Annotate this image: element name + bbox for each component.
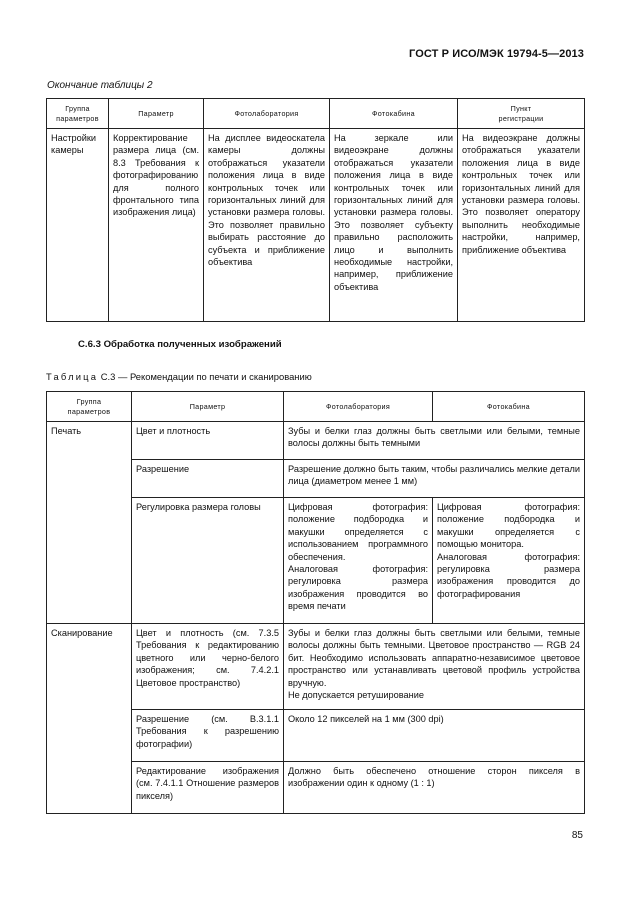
cell-param: Корректирование размера лица (см. 8.3 Требования к фотографированию для полного фронтального типа изображения лица)	[109, 129, 204, 322]
table-3-caption	[46, 371, 312, 382]
table-3-caption-number: С.3	[100, 371, 116, 382]
header-param: Параметр	[109, 99, 204, 129]
table-2-continuation-caption: Окончание таблицы 2	[47, 80, 153, 91]
cell-photolab: На дисплее видеоскатела камеры должны отображаться указатели положения лица в виде контрольных точек или горизонтальных линий для установки размера головы. Это позволяет правильно выбирать расстояние до субъекта и приближение объектива	[204, 129, 330, 322]
cell-value: Зубы и белки глаз должны быть светлыми или белыми, темные волосы должны быть темными. Цветовое пространство — RGB 24 бит. Необходимо использовать аппаратно-независимое цветовое пространство или устанавливать цветовой профиль устройства вручную. Не допускается ретуширование	[284, 624, 585, 710]
cell-booth: Цифровая фотография: положение подбородка и макушки определяется с помощью монитора. Аналоговая фотография: регулировка размера изображения проводится до фотографирования	[433, 498, 585, 624]
section-heading: С.6.3 Обработка полученных изображений	[78, 339, 282, 350]
header-photolab: Фотолаборатория	[284, 392, 433, 422]
table-row	[47, 422, 585, 460]
table-row	[47, 129, 585, 322]
table-3-caption-text: — Рекомендации по печати и сканированию	[117, 371, 312, 382]
cell-param: Регулировка размера головы	[132, 498, 284, 624]
cell-param: Цвет и плотность	[132, 422, 284, 460]
cell-value: Около 12 пикселей на 1 мм (300 dpi)	[284, 710, 585, 762]
table-row	[47, 624, 585, 710]
table-3	[46, 391, 585, 814]
cell-value: Разрешение должно быть таким, чтобы различались мелкие детали лица (диаметром менее 1 мм)	[284, 460, 585, 498]
cell-photolab: Цифровая фотография: положение подбородка и макушки определяется с использованием программного обеспечения. Аналоговая фотография: регулировка размера изображения проводится во время печати	[284, 498, 433, 624]
header-photolab: Фотолаборатория	[204, 99, 330, 129]
cell-value: Должно быть обеспечено отношение сторон пикселя в изображении один к одному (1 : 1)	[284, 762, 585, 814]
table-3-caption-prefix: Таблица	[46, 371, 99, 382]
cell-group: Настройки камеры	[47, 129, 109, 322]
cell-param: Разрешение (см. В.3.1.1 Требования к разрешению фотографии)	[132, 710, 284, 762]
header-booth: Фотокабина	[433, 392, 585, 422]
header-point: Пункт регистрации	[458, 99, 585, 129]
cell-group-scan: Сканирование	[47, 624, 132, 814]
cell-booth: На зеркале или видеоэкране должны отображаться указатели положения лица в виде контрольных точек или горизонтальных линий для установки размера головы. Это позволяет субъекту правильно расположить лицо и выполнить необходимые настройки, например, приближение объектива	[330, 129, 458, 322]
cell-param: Разрешение	[132, 460, 284, 498]
page-number: 85	[571, 830, 583, 841]
header-param: Параметр	[132, 392, 284, 422]
table-2	[46, 98, 585, 322]
table-2-header-row	[47, 99, 585, 129]
table-3-header-row	[47, 392, 585, 422]
cell-value: Зубы и белки глаз должны быть светлыми или белыми, темные волосы должны быть темными	[284, 422, 585, 460]
header-group: Группа параметров	[47, 99, 109, 129]
cell-param: Редактирование изображения (см. 7.4.1.1 Отношение размеров пикселя)	[132, 762, 284, 814]
cell-param: Цвет и плотность (см. 7.3.5 Требования к редактированию цветного или черно-белого изображения; см. 7.4.2.1 Цветовое пространство)	[132, 624, 284, 710]
document-id: ГОСТ Р ИСО/МЭК 19794-5—2013	[409, 48, 584, 60]
cell-point: На видеоэкране должны отображаться указатели положения лица в виде контрольных точек или горизонтальных линий для установки размера головы. Это позволяет оператору выполнить необходимые настройки, например, приближение объектива	[458, 129, 585, 322]
cell-group-print: Печать	[47, 422, 132, 624]
header-group: Группа параметров	[47, 392, 132, 422]
header-booth: Фотокабина	[330, 99, 458, 129]
